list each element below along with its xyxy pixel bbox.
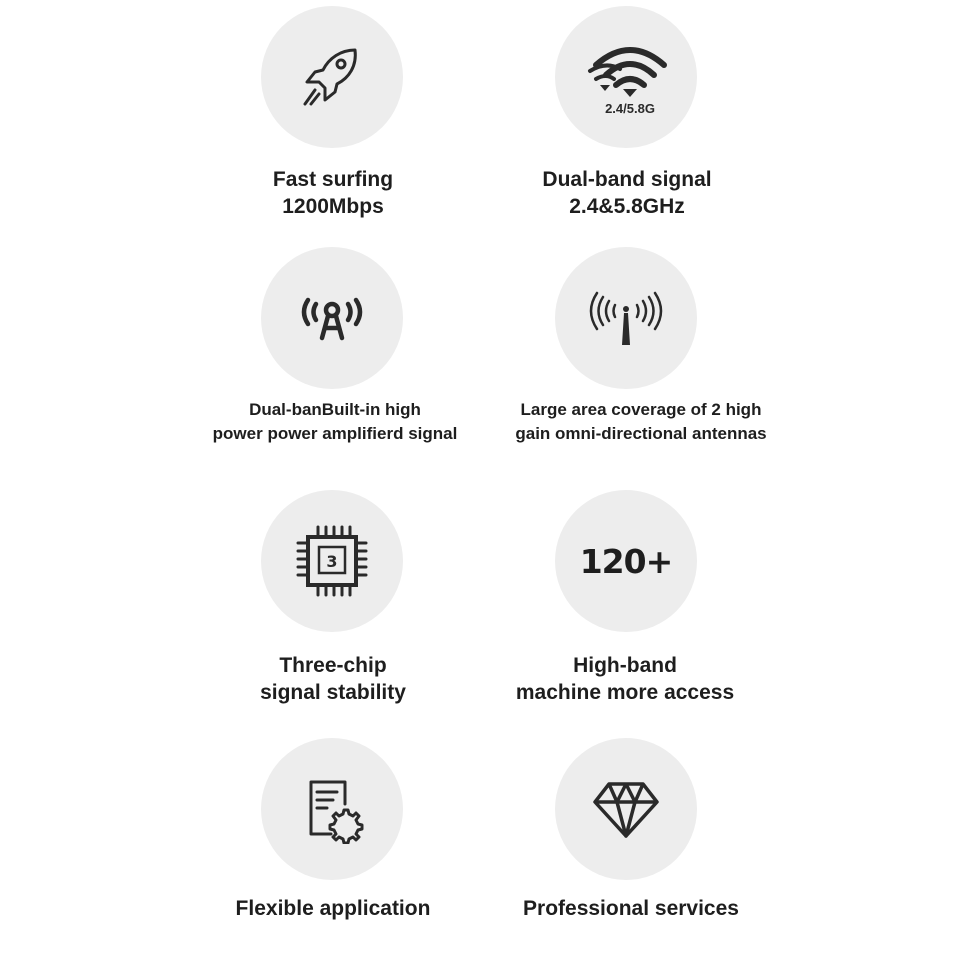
antenna-icon (583, 283, 669, 353)
feature-label-amplified-signal (175, 398, 495, 446)
chip-count-badge: 3 (326, 552, 338, 571)
device-count-badge: 120+ (579, 541, 673, 581)
feature-title: Professional services (523, 897, 739, 920)
document-gear-icon (297, 774, 367, 844)
feature-circle-antenna-coverage (555, 247, 697, 389)
feature-label-professional-services (471, 895, 791, 922)
feature-title: Fast surfing (272, 168, 394, 191)
feature-title: High-band (573, 654, 677, 677)
feature-circle-fast-surfing (261, 6, 403, 148)
diamond-icon (591, 774, 661, 844)
feature-circle-flexible-application (261, 738, 403, 880)
chip-icon (292, 521, 372, 601)
broadcast-tower-icon (292, 288, 372, 348)
feature-subtitle: 1200Mbps (282, 195, 384, 218)
feature-title: Flexible application (235, 897, 431, 920)
rocket-icon (297, 42, 367, 112)
feature-subtitle: signal stability (260, 681, 406, 704)
feature-title: Dual-banBuilt-in high (249, 400, 421, 419)
feature-label-device-access (465, 652, 785, 706)
feature-circle-professional-services (555, 738, 697, 880)
feature-title: Dual-band signal (542, 168, 712, 191)
feature-label-flexible-application (173, 895, 493, 922)
feature-circle-device-access (555, 490, 697, 632)
wifi-icon (576, 37, 676, 117)
feature-circle-dual-band (555, 6, 697, 148)
feature-circle-amplified-signal (261, 247, 403, 389)
feature-circle-three-chip (261, 490, 403, 632)
feature-label-three-chip (173, 652, 493, 706)
feature-label-antenna-coverage (481, 398, 801, 446)
feature-title: Large area coverage of 2 high (520, 400, 762, 419)
feature-label-dual-band (467, 166, 787, 220)
feature-label-fast-surfing (173, 166, 493, 220)
feature-subtitle: machine more access (515, 681, 735, 704)
feature-subtitle: power power amplifierd signal (212, 424, 458, 443)
band-badge: 2.4/5.8G (605, 101, 655, 116)
feature-title: Three-chip (279, 654, 387, 677)
feature-subtitle: 2.4&5.8GHz (569, 195, 685, 218)
feature-subtitle: gain omni-directional antennas (515, 424, 767, 443)
